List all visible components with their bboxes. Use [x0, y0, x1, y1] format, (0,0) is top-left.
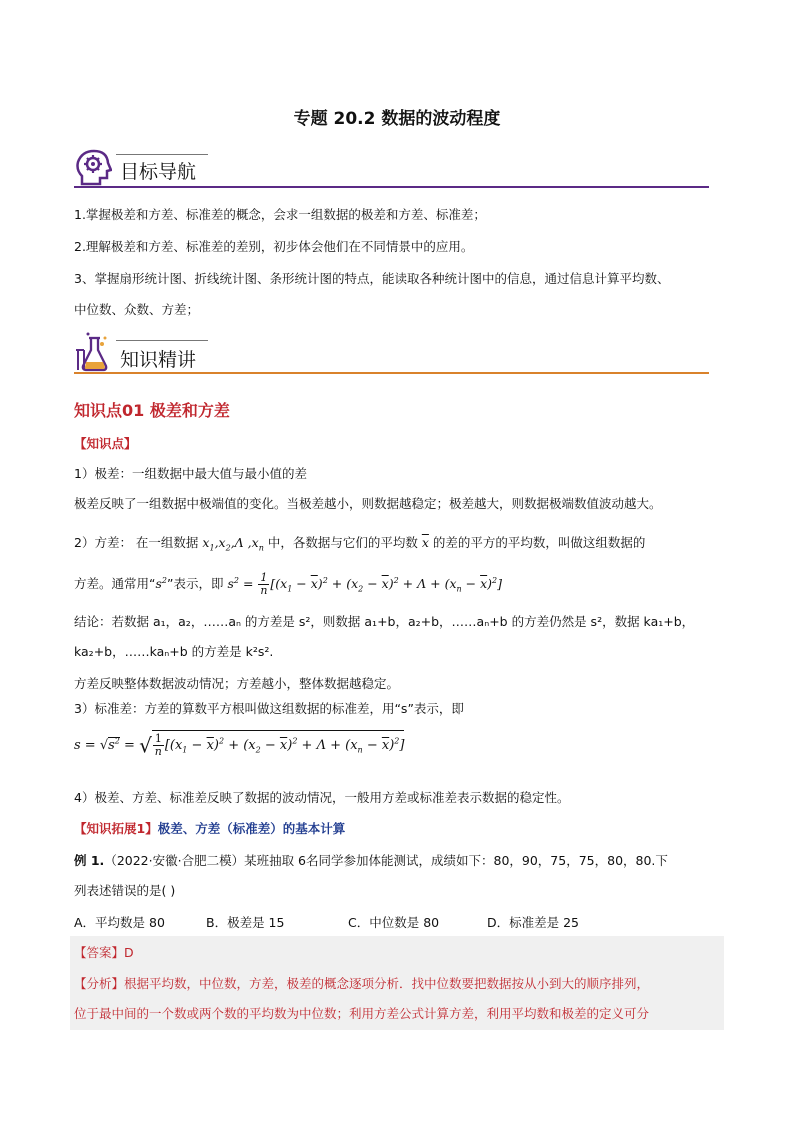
page-title: 专题 20.2 数据的波动程度 — [293, 109, 501, 129]
answer-line: 【答案】D — [74, 945, 134, 960]
std-definition: 3）标准差：方差的算数平方根叫做这组数据的标准差，用“s”表示，即 — [74, 701, 464, 716]
conclusion-line: 结论：若数据 a₁，a₂，……aₙ 的方差是 s²，则数据 a₁+b，a₂+b，……aₙ+b 的方差仍然是 s²，数据 ka₁+b， — [74, 614, 695, 629]
example-label: 例 1. — [74, 853, 105, 868]
variance-formula: $s^2$ = $\frac{1}{n}$ $[(x_1 - \overline{x})^2 + (x_2 - \overline{x})^2 + \Lambda + (x_n - \overline{x})^2]$ — [227, 571, 503, 597]
option-c: C．中位数是 80 — [348, 915, 440, 930]
divider-orange — [74, 372, 709, 374]
extension-heading — [74, 821, 345, 837]
flask-icon — [74, 332, 112, 372]
variance-note: 方差反映整体数据波动情况；方差越小，整体数据越稳定。 — [74, 676, 400, 691]
section-header-goals — [74, 148, 714, 188]
goal-item: 2.理解极差和方差、标准差的差别，初步体会他们在不同情景中的应用。 — [74, 239, 474, 254]
range-definition: 1）极差：一组数据中最大值与最小值的差 — [74, 466, 307, 481]
std-formula: $s = √s^2$ = √ $\frac{1}{n}$ $[(x_1 - \overline{x})^2 + (x_2 - \overline{x})^2 + \Lambda + (x_n - \overline{x})^2]$ — [74, 732, 405, 758]
variance-definition — [74, 535, 645, 557]
conclusion-line: ka₂+b，……kaₙ+b 的方差是 k²s². — [74, 644, 274, 659]
variance-def-part: 中，各数据与它们的平均数 — [267, 535, 418, 550]
example-line: 列表述错误的是( ) — [74, 883, 176, 898]
section-header-knowledge — [74, 332, 714, 372]
option-d: D．标准差是 25 — [487, 915, 580, 930]
variance-def-part: 方差。通常用“ — [74, 576, 156, 591]
mean-symbol: $\overline{x}$ — [421, 535, 429, 550]
section-label-knowledge: 知识精讲 — [120, 349, 197, 371]
extension-title: 极差、方差（标准差）的基本计算 — [157, 821, 346, 836]
extension-tag: 【知识拓展1】 — [74, 821, 158, 836]
knowledge-point-title: 知识点01 极差和方差 — [74, 401, 230, 420]
summary-line: 4）极差、方差、标准差反映了数据的波动情况，一般用方差或标准差表示数据的稳定性。 — [74, 790, 570, 805]
goal-item: 3、掌握扇形统计图、折线统计图、条形统计图的特点，能读取各种统计图中的信息，通过信息计算平均数、 — [74, 271, 670, 286]
brain-gear-icon — [74, 148, 112, 188]
analysis-line: 【分析】根据平均数，中位数，方差，极差的概念逐项分析．找中位数要把数据按从小到大的顺序排列， — [74, 976, 650, 991]
variance-def-part: 2）方差： 在一组数据 — [74, 535, 199, 550]
data-series-symbol: $x_1,x_2,\Lambda$ $,x_n$ — [202, 535, 264, 553]
s-squared-symbol: $s^2$ — [155, 575, 167, 591]
variance-formula-line — [74, 572, 502, 598]
section-thin-rule — [116, 340, 208, 341]
analysis-line: 位于最中间的一个数或两个数的平均数为中位数；利用方差公式计算方差，利用平均数和极差的定义可分 — [74, 1006, 650, 1021]
knowledge-tag: 【知识点】 — [74, 436, 137, 451]
example-text: （2022·安徽·合肥二模）某班抽取 6名同学参加体能测试，成绩如下：80，90，75，75，80，80.下 — [104, 853, 668, 868]
example-line — [74, 853, 668, 869]
goal-item: 中位数、众数、方差； — [74, 302, 200, 317]
section-label-goals: 目标导航 — [120, 161, 197, 183]
range-note: 极差反映了一组数据中极端值的变化。当极差越小，则数据越稳定；极差越大，则数据极端数值波动越大。 — [74, 496, 662, 511]
divider-purple — [74, 186, 709, 188]
section-thin-rule — [116, 154, 208, 155]
goal-item: 1.掌握极差和方差、标准差的概念，会求一组数据的极差和方差、标准差； — [74, 207, 486, 222]
variance-def-part: 的差的平方的平均数，叫做这组数据的 — [432, 535, 646, 550]
variance-def-part: ”表示，即 — [167, 576, 224, 591]
option-a: A．平均数是 80 — [74, 915, 165, 930]
option-b: B．极差是 15 — [206, 915, 285, 930]
